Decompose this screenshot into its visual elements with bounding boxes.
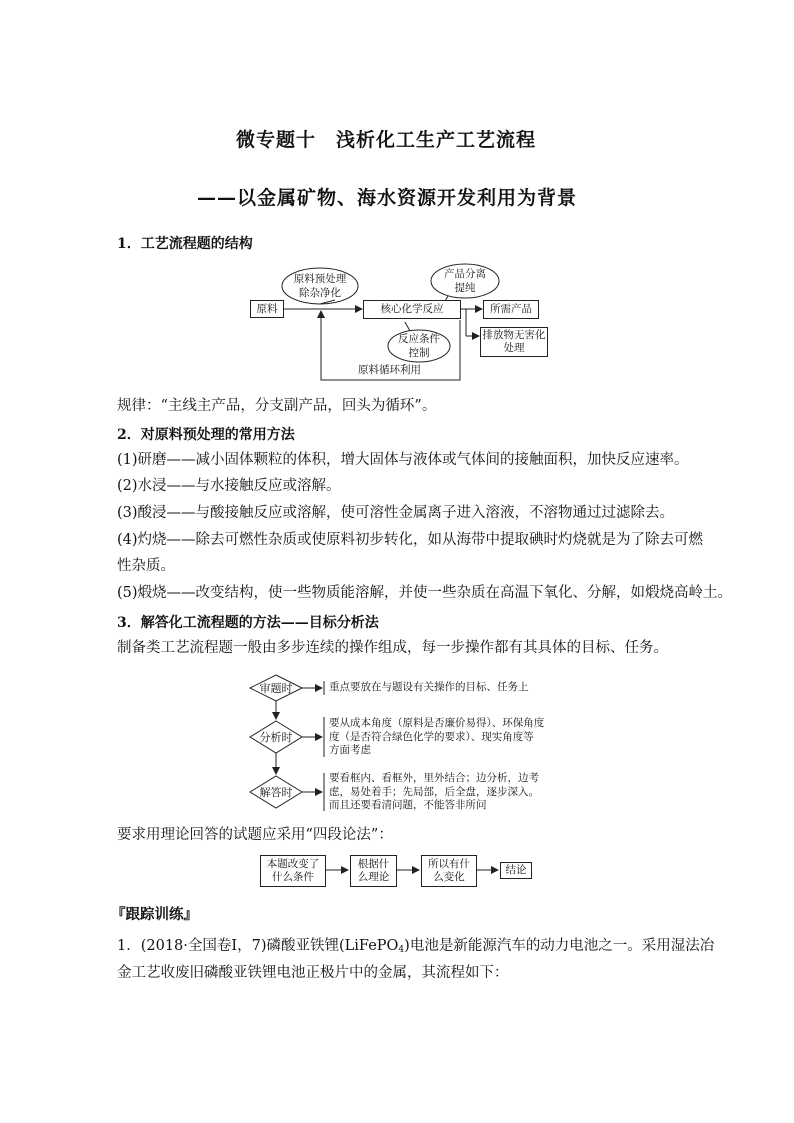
training-heading: 『跟踪训练』 xyxy=(111,906,198,923)
four-step-line: 本题改变了 xyxy=(266,858,320,870)
question-1-subscript: 4 xyxy=(398,945,405,955)
method-item: (3)酸浸——与酸接触反应或溶解，使可溶性金属离子进入溶液，不溶物通过过滤除去。 xyxy=(117,505,675,521)
four-step-box xyxy=(500,862,532,879)
waste-line-2: 处理 xyxy=(503,342,525,354)
method-item: (4)灼烧——除去可燃性杂质或使原料初步转化，如从海带中提取碘时灼烧就是为了除去可燃 xyxy=(117,532,704,548)
pre-treatment-line-2: 除杂净化 xyxy=(299,286,341,299)
question-1-text-a: 1．(2018·全国卷Ⅰ，7)磷酸亚铁锂(LiFePO xyxy=(117,938,399,954)
step-line: 要从成本角度（原料是否廉价易得）、环保角度 xyxy=(329,717,545,729)
step-label: 分析时 xyxy=(259,731,293,744)
core-reaction-label: 核心化学反应 xyxy=(380,303,444,315)
page-subtitle: ——以金属矿物、海水资源开发利用为背景 xyxy=(197,187,578,209)
question-1-line-1 xyxy=(117,936,714,961)
four-step-line: 么理论 xyxy=(357,871,390,883)
question-1-text-b: )电池是新能源汽车的动力电池之一。采用湿法冶 xyxy=(404,938,715,954)
four-step-line: 根据什 xyxy=(357,858,390,870)
page-title: 微专题十 浅析化工生产工艺流程 xyxy=(236,129,537,151)
four-step-line: 么变化 xyxy=(433,871,465,883)
section-3-intro: 制备类工艺流程题一般由多步连续的操作组成，每一步操作都有其具体的目标、任务。 xyxy=(117,640,668,656)
condition-line-1: 反应条件 xyxy=(398,333,440,345)
section-2-heading: 2．对原料预处理的常用方法 xyxy=(117,427,295,443)
four-step-box xyxy=(421,855,477,887)
method-item: (5)煅烧——改变结构，使一些物质能溶解，并使一些杂质在高温下氧化、分解，如煅烧高岭土。 xyxy=(117,585,733,601)
four-step-box xyxy=(260,855,326,887)
section-3-heading: 3．解答化工流程题的方法——目标分析法 xyxy=(117,615,379,631)
method-item-continued: 性杂质。 xyxy=(117,558,175,574)
waste-line-1: 排放物无害化 xyxy=(482,329,546,341)
step-line: 而且还要看清问题，不能答非所问 xyxy=(329,799,487,811)
four-step-intro: 要求用理论回答的试题应采用“四段论法”： xyxy=(117,827,393,843)
step-label: 审题时 xyxy=(259,682,293,695)
step-label: 解答时 xyxy=(259,786,293,799)
step-line: 度（是否符合绿色化学的要求）、现实角度等 xyxy=(329,730,534,743)
recycle-label: 原料循环利用 xyxy=(358,364,421,376)
four-step-line: 结论 xyxy=(505,864,527,876)
four-step-box xyxy=(350,855,397,887)
condition-line-2: 控制 xyxy=(408,346,430,359)
four-step-line: 所以有什 xyxy=(428,858,470,870)
raw-material-label: 原料 xyxy=(256,302,278,315)
separation-line-2: 提纯 xyxy=(454,281,476,294)
step-line: 重点要放在与题设有关操作的目标、任务上 xyxy=(329,681,529,693)
step-description xyxy=(329,717,544,758)
step-description xyxy=(329,772,539,813)
question-1-line-2: 金工艺收废旧磷酸亚铁锂电池正极片中的金属，其流程如下： xyxy=(117,965,509,981)
step-line: 方面考虑 xyxy=(329,744,371,756)
separation-line-1: 产品分离 xyxy=(444,268,486,280)
method-item: (2)水浸——与水接触反应或溶解。 xyxy=(117,478,341,494)
section-1-heading: 1．工艺流程题的结构 xyxy=(117,236,253,252)
method-item: (1)研磨——减小固体颗粒的体积，增大固体与液体或气体间的接触面积，加快反应速率。 xyxy=(117,452,689,468)
pre-treatment-line-1: 原料预处理 xyxy=(293,273,347,285)
four-step-line: 什么条件 xyxy=(272,871,314,883)
step-line: 虑，易处着手；先局部，后全盘，逐步深入。 xyxy=(329,785,539,798)
product-label: 所需产品 xyxy=(490,303,532,315)
rule-text: 规律：“主线主产品，分支副产品，回头为循环”。 xyxy=(117,398,437,414)
step-line: 要看框内、看框外，里外结合；边分析，边考 xyxy=(329,772,539,784)
step-description xyxy=(329,681,529,695)
